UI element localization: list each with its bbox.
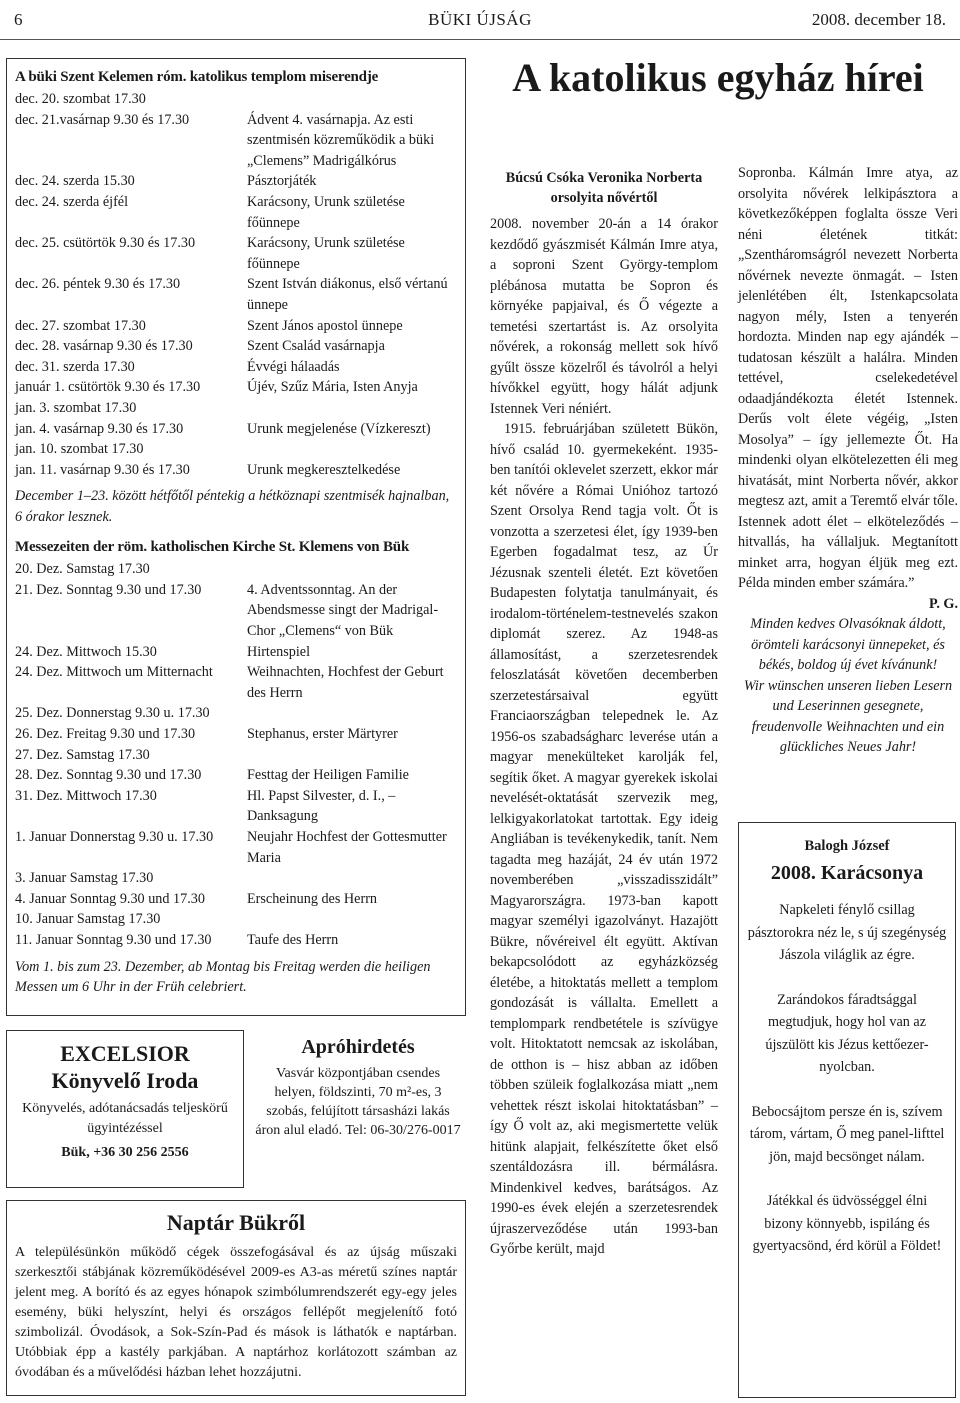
mass-date: dec. 21.vasárnap 9.30 és 17.30 bbox=[15, 111, 190, 128]
mass-event: Újév, Szűz Mária, Isten Anyja bbox=[247, 379, 418, 396]
mass-event bbox=[247, 89, 457, 110]
mass-event: Hl. Papst Silvester, d. I., – Danksagung bbox=[247, 787, 396, 825]
mass-event: 4. Adventssonntag. An der Abendsmesse singt der Madrigal-Chor „Clemens“ von Bük bbox=[247, 581, 439, 640]
classified-title: Apróhirdetés bbox=[301, 1036, 415, 1058]
mass-hu-list bbox=[15, 89, 457, 480]
mass-event: Stephanus, erster Märtyrer bbox=[247, 726, 398, 743]
mass-date: 24. Dez. Mittwoch 15.30 bbox=[15, 643, 157, 660]
mass-row bbox=[15, 930, 457, 951]
mass-row bbox=[15, 868, 457, 889]
mass-date: dec. 28. vasárnap 9.30 és 17.30 bbox=[15, 338, 193, 355]
mass-event bbox=[247, 703, 457, 724]
mass-date: 26. Dez. Freitag 9.30 und 17.30 bbox=[15, 726, 196, 743]
issue-date: 2008. december 18. bbox=[811, 10, 946, 29]
mass-event: Taufe des Herrn bbox=[247, 931, 339, 948]
mass-date: dec. 31. szerda 17.30 bbox=[15, 358, 135, 375]
poem-title: 2008. Karácsonya bbox=[770, 862, 924, 884]
mass-date: 11. Januar Sonntag 9.30 und 17.30 bbox=[15, 931, 212, 948]
mass-event: Szent Család vasárnapja bbox=[247, 338, 385, 355]
mass-de-note: Vom 1. bis zum 23. Dezember, ab Montag bis Freitag werden die heiligen Messen um 6 Uhr in der Früh celebriert. bbox=[15, 958, 431, 996]
mass-row bbox=[15, 786, 457, 827]
mass-row bbox=[15, 192, 457, 233]
article-column-2 bbox=[738, 163, 958, 758]
classified-ad bbox=[250, 1030, 466, 1178]
poem-stanza: Játékkal és üdvösséggel élni bizony könnyebb, ispiláng és gyertyacsönd, érd körül a Földet! bbox=[752, 1193, 942, 1254]
mass-row bbox=[15, 827, 457, 868]
mass-row bbox=[15, 398, 457, 419]
mass-date: 28. Dez. Sonntag 9.30 und 17.30 bbox=[15, 767, 202, 784]
mass-event: Neujahr Hochfest der Gottesmutter Maria bbox=[247, 829, 447, 866]
mass-schedule-box bbox=[6, 58, 466, 1016]
mass-date: 20. Dez. Samstag 17.30 bbox=[15, 561, 150, 578]
mass-row bbox=[15, 460, 457, 481]
mass-row bbox=[15, 233, 457, 274]
mass-date: 31. Dez. Mittwoch 17.30 bbox=[15, 787, 157, 804]
mass-de-title: Messezeiten der röm. katholischen Kirche St. Klemens von Bük bbox=[15, 539, 410, 556]
mass-row bbox=[15, 336, 457, 357]
mass-event: Évvégi hálaadás bbox=[247, 358, 340, 375]
mass-event: Karácsony, Urunk születése főünnepe bbox=[247, 193, 405, 231]
mass-event: Szent János apostol ünnepe bbox=[247, 317, 403, 334]
page-header bbox=[0, 0, 960, 40]
page-number: 6 bbox=[14, 10, 23, 29]
article-signature: P. G. bbox=[928, 595, 958, 612]
mass-date: jan. 10. szombat 17.30 bbox=[15, 441, 144, 458]
excelsior-ad bbox=[6, 1030, 244, 1188]
mass-date: jan. 11. vasárnap 9.30 és 17.30 bbox=[15, 461, 190, 478]
article-paragraph: 1915. februárjában született Bükön, hívő család 10. gyermekeként. 1935-ben tanítói oklevelet szerzett, ekkor már két nővére a Római Unióhoz tartozó Szent Orsolya Rend tagja volt. Őt is vonzotta a szerzetesi élet, így 1939-ben Egerben fogadalmat tesz, az Úr Jézusnak szenteli életét. Ezt követően Budapesten folytatja tanulmányait, és irodalom-történelem-testnevelés szakon diplomát szerez. Az 1948-as államosítást, a szerzetesrendek feloszlatását követően decemberben szerzetestársaival együtt Franciaországban telepednek le. Az 1956-os szabadságharc leverése után a magyar menekülteket karolják fel, segítik őket. A magyar gyerekek iskolai nevelését-oktatását szervezik meg, lelkigyakorlatokat tartottak. Egy ideig Angliában is tevékenykedik, tanít. Nem tagadta meg hazáját, 24 év után 1972 novemberében „visszadisszidált” Magyarországra. 1973-ban kapott magyar személyi igazolványt. Hazajött Bükre, nővéreivel élt együtt. Aktívan bekapcsolódott az egyházközség életébe, a hitoktatás mellett a templom gondozását is vállalta. Emellett a templompark rendbetétele is szívügye volt. Hitoktatott nemcsak az iskolában, de otthon is – hisz abban az időben többen szüleik foglalkozása miatt „nem vehettek részt iskolai hitoktatásban” – így Ő volt az, aki megismertette velük hitünk alapjait, felkészítette őket első szentáldozásra ill. bérmálásra. Mindenkivel kedves, barátságos. Az 1990-es évek elején a szerzetesrendek újraszerveződése után 1993-ban Győrbe került, majd bbox=[490, 421, 718, 1257]
mass-row bbox=[15, 724, 457, 745]
mass-de-list bbox=[15, 559, 457, 950]
mass-event bbox=[247, 909, 457, 930]
mass-date: dec. 20. szombat 17.30 bbox=[15, 91, 146, 107]
mass-event bbox=[247, 868, 457, 889]
mass-event: Ádvent 4. vasárnapja. Az esti szentmisén közreműködik a büki „Clemens” Madrigálkórus bbox=[247, 111, 435, 169]
mass-date: 24. Dez. Mittwoch um Mitternacht bbox=[15, 664, 213, 681]
mass-row bbox=[15, 316, 457, 337]
mass-event: Weihnachten, Hochfest der Geburt des Herrn bbox=[247, 664, 444, 701]
mass-row bbox=[15, 110, 457, 172]
mass-row bbox=[15, 909, 457, 930]
mass-event: Pásztorjáték bbox=[247, 173, 317, 190]
article-subhead: Búcsú Csóka Veronika Norberta orsolyita nővértől bbox=[505, 170, 703, 206]
mass-row bbox=[15, 89, 457, 110]
mass-row bbox=[15, 377, 457, 398]
classified-body: Vasvár központjában csendes helyen, földszinti, 70 m²-es, 3 szobás, felújított társasházi lakás áron alul eladó. Tel: 06-30/276-0017 bbox=[255, 1066, 461, 1138]
mass-date: 27. Dez. Samstag 17.30 bbox=[15, 746, 150, 763]
mass-date: 4. Januar Sonntag 9.30 und 17.30 bbox=[15, 890, 205, 907]
mass-row bbox=[15, 274, 457, 315]
mass-event: Erscheinung des Herrn bbox=[247, 890, 378, 907]
mass-row bbox=[15, 662, 457, 703]
article-paragraph: 2008. november 20-án a 14 órakor kezdődő gyászmisét Kálmán Imre atya, a soproni Szent György-templom plébánosa mutatta be Sopron és környéke papjaival, és Ő végezte a temetési szertartást is. Az orsolyita nővérek, a rokonság mellett sok hívő gyűlt össze közelről és távolról a helyi hívőkkel együtt, hogy hálát adjunk Istennek Veri néniért. bbox=[490, 216, 718, 417]
mass-date: dec. 24. szerda éjfél bbox=[15, 193, 129, 210]
mass-event: Urunk megjelenése (Vízkereszt) bbox=[247, 420, 431, 437]
mass-date: 25. Dez. Donnerstag 9.30 u. 17.30 bbox=[15, 705, 210, 722]
mass-date: 1. Januar Donnerstag 9.30 u. 17.30 bbox=[15, 829, 214, 845]
poem-stanza: Zarándokos fáradtsággal megtudjuk, hogy hol van az újszülött kis Jézus kettőezer-nyolcban. bbox=[765, 991, 929, 1075]
wish-german: Wir wünschen unseren lieben Lesern und Leserinnen gesegnete, freudenvolle Weihnachten und ein glückliches Neues Jahr! bbox=[743, 677, 953, 755]
mass-row bbox=[15, 357, 457, 378]
excelsior-services: Könyvelés, adótanácsadás teljeskörű ügyintézéssel bbox=[22, 1101, 228, 1136]
mass-event bbox=[247, 398, 457, 419]
mass-row bbox=[15, 580, 457, 642]
article-continuation: Sopronba. Kálmán Imre atya, az orsolyita nővérek lelkipásztora a következőképpen foglalta össze Veri néni életének titkát: „Szentháromságról nevezett Norberta nővérnek nevezte önmagát. – Isten jelenlétében élt, Istenkapcsolata nagyon mély, Isten a tenyerén hordozta. Minden nap egy ajándék – tudatosan készült a halálra. Minden tettével, cselekedetével odaadjándékozta életét Istennek. Derűs volt élete végéig, „Isten Mosolya” – így jellemezte Őt. Ha mindenki olyan elkötelezetten éli meg hivatását, mint Norberta nővér, akkor megtesz azt, amit a Teremtő elvár tőle. Istennek adott élet – elköteleződés – hitvallás, ha vállaljuk. Megtanított minket arra, hogyan éljük meg ezt. Példa minden ember számára.” bbox=[738, 165, 958, 591]
mass-row bbox=[15, 745, 457, 766]
mass-date: jan. 4. vasárnap 9.30 és 17.30 bbox=[15, 420, 184, 437]
mass-event: Szent István diákonus, első vértanú ünnepe bbox=[247, 276, 448, 313]
mass-date: dec. 25. csütörtök 9.30 és 17.30 bbox=[15, 235, 196, 252]
mass-date: 10. Januar Samstag 17.30 bbox=[15, 911, 161, 928]
mass-event: Festtag der Heiligen Familie bbox=[247, 767, 409, 784]
mass-date: dec. 24. szerda 15.30 bbox=[15, 173, 135, 190]
mass-event bbox=[247, 745, 457, 766]
article-column-1 bbox=[490, 168, 718, 1260]
mass-hu-note: December 1–23. között hétfőtől péntekig a hétköznapi szentmisék hajnalban, 6 órakor lesznek. bbox=[15, 488, 450, 525]
mass-event: Karácsony, Urunk születése főünnepe bbox=[247, 235, 405, 272]
calendar-body: A településünkön működő cégek összefogásával és az újság műszaki szerkesztői stábjának közreműködésével 2009-es A3-as méretű színes naptár jelent meg. A borító és az egyes hónapok szimbólumrendszerét egy-egy jeles esemény, büki helyszínt, helyi és országos fellépőt megjelenítő fotó szimbolizál. Óvodások, a Sok-Szín-Pad és mások is láthatók e naptárban. Utóbbiak épp a kastély parkjában. A naptárhoz korlátozott számban az óvodában és a művelődési házban lehet hozzájutni. bbox=[15, 1245, 457, 1380]
mass-date: 3. Januar Samstag 17.30 bbox=[15, 870, 154, 887]
wish-hungarian: Minden kedves Olvasóknak áldott, örömteli karácsonyi ünnepeket, és békés, boldog új évet kívánunk! bbox=[750, 616, 946, 673]
mass-row bbox=[15, 559, 457, 580]
mass-event bbox=[247, 439, 457, 460]
mass-date: dec. 26. péntek 9.30 és 17.30 bbox=[15, 276, 181, 293]
excelsior-contact: Bük, +36 30 256 2556 bbox=[61, 1145, 189, 1160]
mass-row bbox=[15, 419, 457, 440]
mass-event: Hirtenspiel bbox=[247, 643, 311, 660]
poem-stanza: Napkeleti fénylő csillag pásztorokra néz le, s új szegénység Jászola világlik az égre. bbox=[747, 902, 947, 963]
mass-row bbox=[15, 171, 457, 192]
mass-hu-title: A büki Szent Kelemen róm. katolikus templom miserendje bbox=[15, 69, 379, 85]
mass-date: jan. 3. szombat 17.30 bbox=[15, 399, 137, 416]
mass-date: 21. Dez. Sonntag 9.30 und 17.30 bbox=[15, 581, 202, 598]
mass-row bbox=[15, 889, 457, 910]
poem-stanza: Bebocsájtom persze én is, szívem tárom, vártam, Ő meg panel-lifttel jön, majd becsönget nálam. bbox=[749, 1103, 945, 1165]
calendar-notice bbox=[6, 1200, 466, 1396]
excelsior-name: EXCELSIOR bbox=[60, 1041, 190, 1066]
mass-event: Urunk megkeresztelkedése bbox=[247, 461, 401, 478]
mass-date: dec. 27. szombat 17.30 bbox=[15, 317, 146, 334]
mass-row bbox=[15, 765, 457, 786]
poem-author: Balogh József bbox=[804, 838, 890, 854]
calendar-title: Naptár Bükről bbox=[166, 1210, 306, 1235]
excelsior-subtitle: Könyvelő Iroda bbox=[51, 1068, 199, 1093]
publication-title: BÜKI ÚJSÁG bbox=[428, 10, 532, 29]
poem-box bbox=[738, 822, 956, 1398]
mass-row bbox=[15, 642, 457, 663]
mass-event bbox=[247, 559, 457, 580]
mass-date: január 1. csütörtök 9.30 és 17.30 bbox=[15, 379, 201, 396]
article-title: A katolikus egyház hírei bbox=[512, 55, 924, 100]
mass-row bbox=[15, 439, 457, 460]
mass-row bbox=[15, 703, 457, 724]
